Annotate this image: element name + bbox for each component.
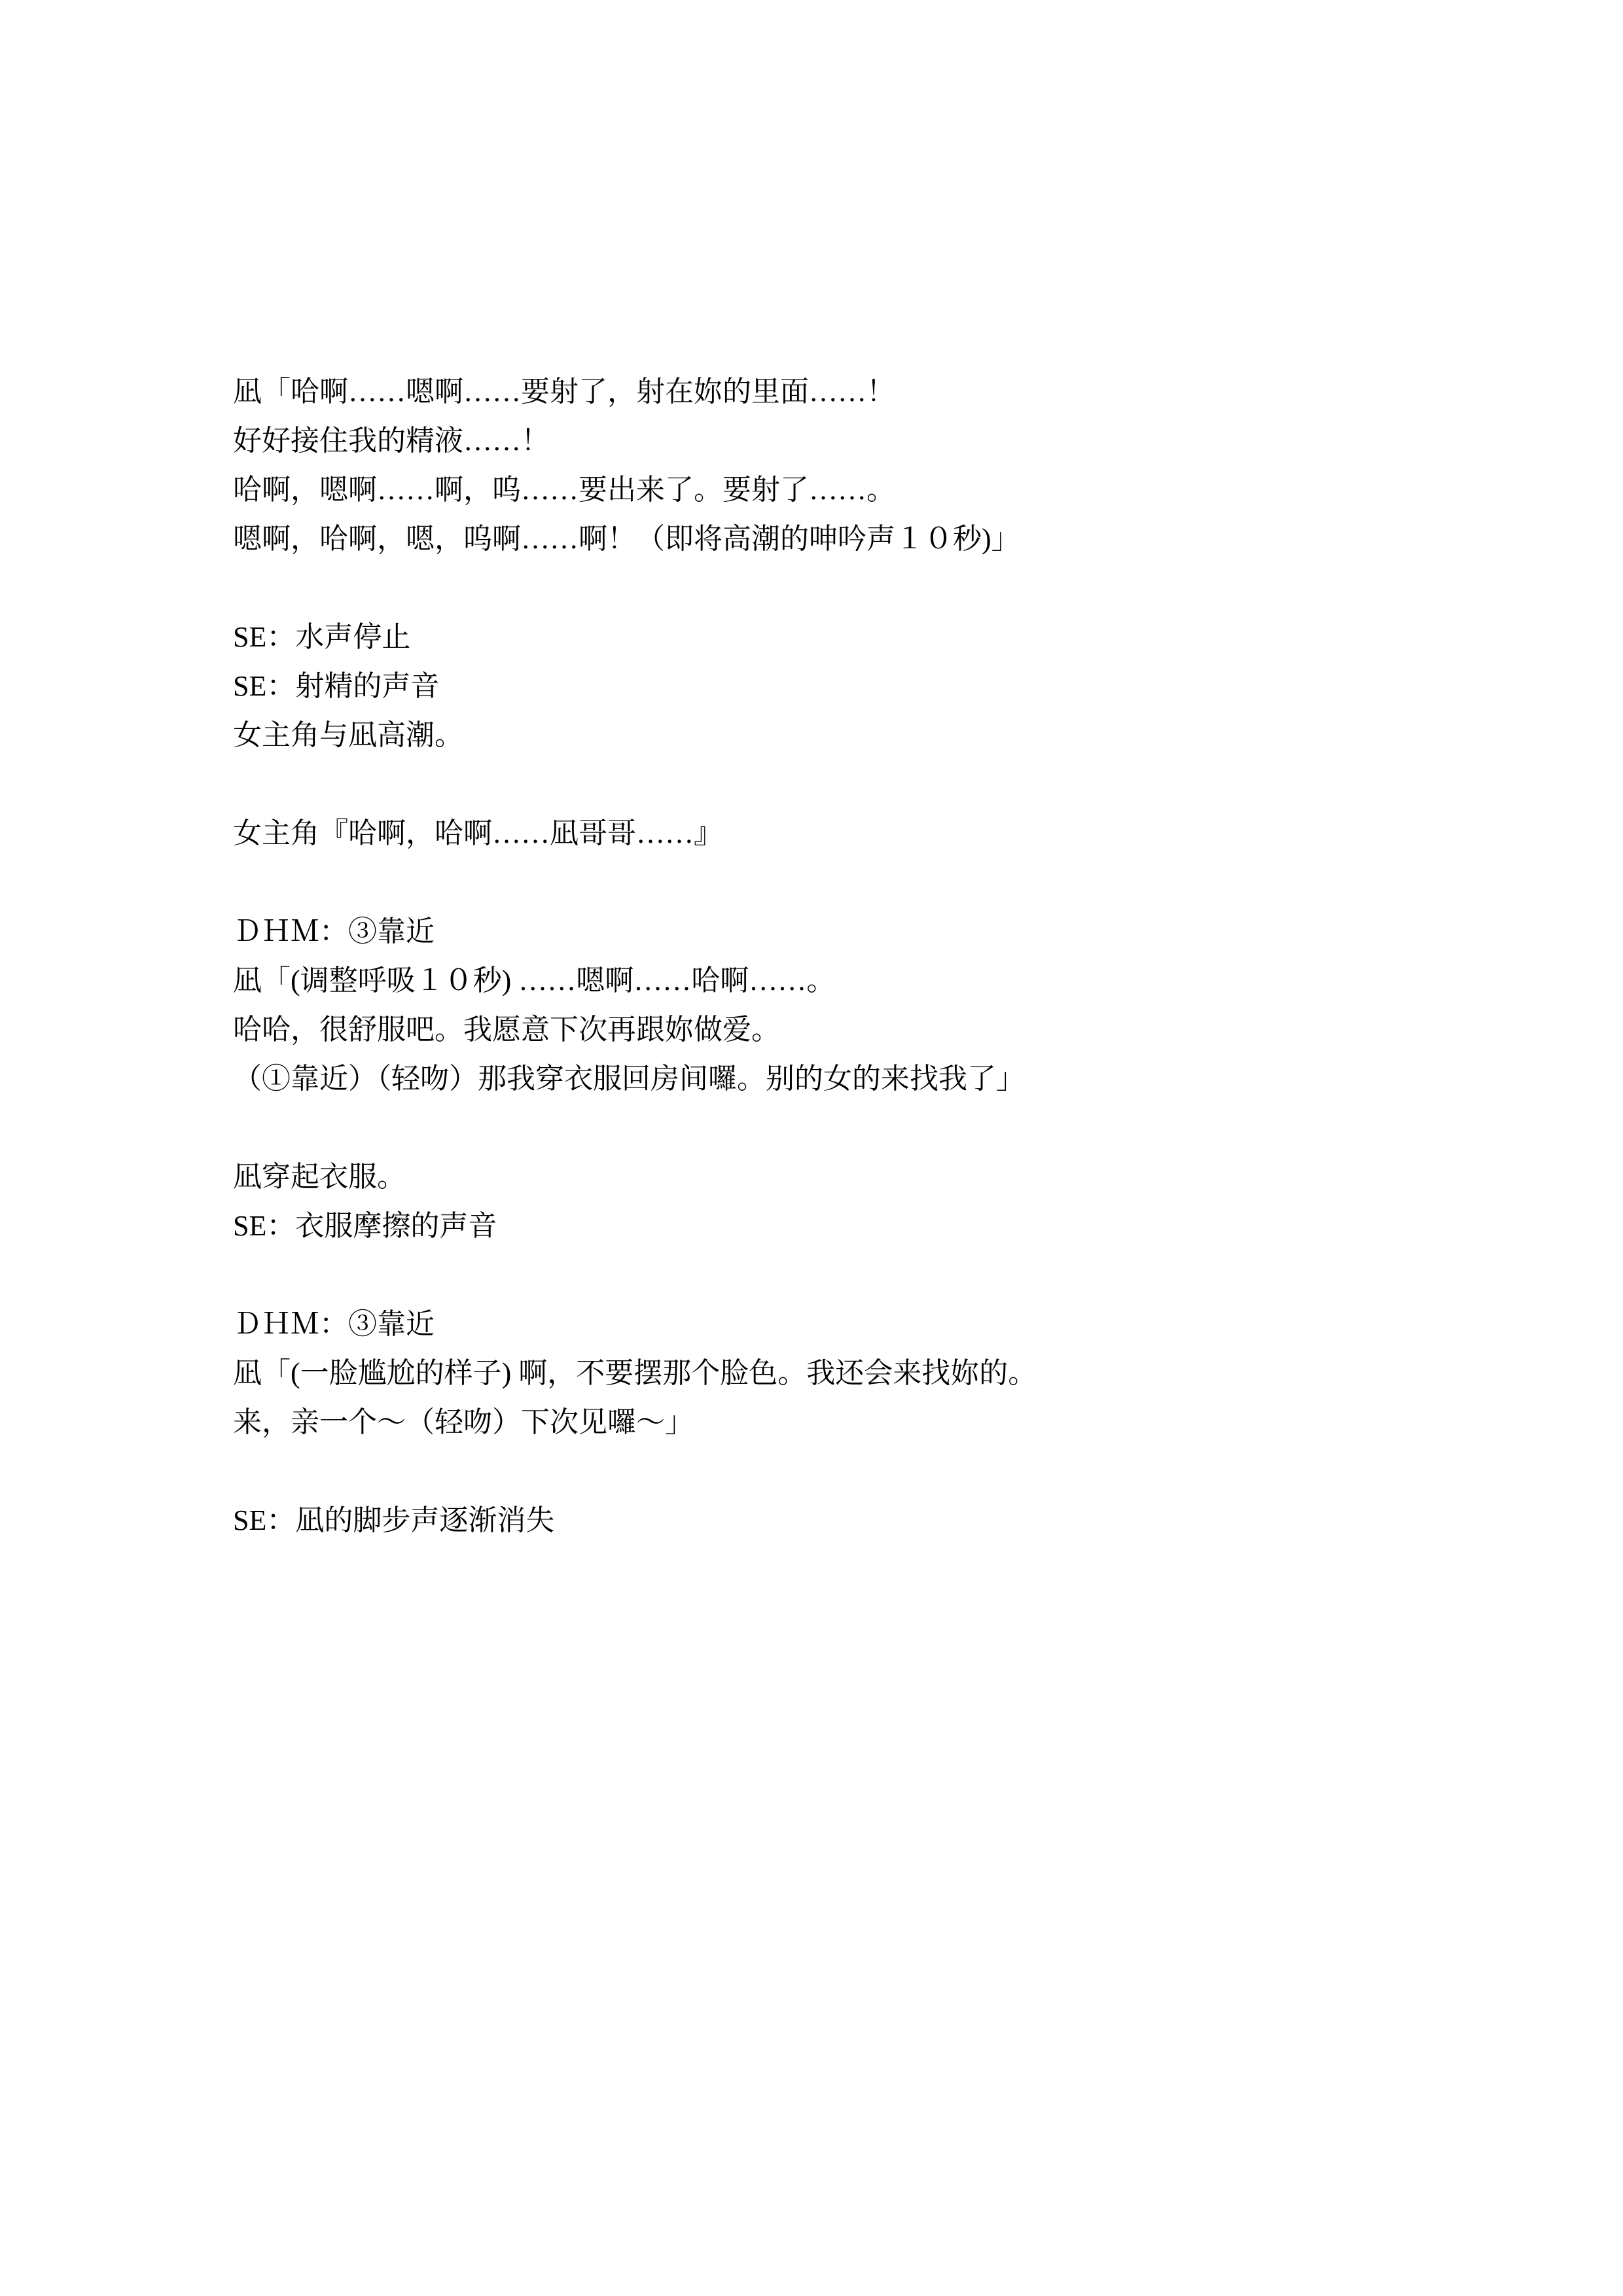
text-line: 女主角『哈啊，哈啊……凪哥哥……』: [233, 817, 722, 849]
paragraph-sound-effects: [233, 612, 1037, 760]
text-line: 哈哈，很舒服吧。我愿意下次再跟妳做爱。: [233, 1014, 780, 1046]
text-line: SE：水声停止: [233, 621, 411, 653]
text-line: 哈啊，嗯啊……啊，呜……要出来了。要射了……。: [233, 474, 895, 506]
paragraph-footsteps-se: [233, 1496, 1037, 1545]
text-line: 凪穿起衣服。: [233, 1161, 406, 1193]
text-line: （①靠近）（轻吻）那我穿衣服回房间囉。别的女的来找我了」: [233, 1063, 1025, 1095]
paragraph-dhm-dialogue-2: [233, 1299, 1037, 1447]
text-line: 嗯啊，哈啊，嗯，呜啊……啊！（即将高潮的呻吟声１０秒)」: [233, 523, 1020, 555]
paragraph-action-se: [233, 1152, 1037, 1250]
text-line: SE：衣服摩擦的声音: [233, 1210, 497, 1242]
paragraph-dhm-dialogue-1: [233, 907, 1037, 1103]
text-line: SE：射精的声音: [233, 670, 440, 702]
text-line: 好好接住我的精液……！: [233, 425, 550, 457]
text-line: 凪「(一脸尴尬的样子) 啊，不要摆那个脸色。我还会来找妳的。: [233, 1357, 1037, 1389]
text-line: 凪「(调整呼吸１０秒) ……嗯啊……哈啊……。: [233, 964, 836, 997]
text-line: SE：凪的脚步声逐渐消失: [233, 1504, 555, 1536]
text-line: ＤＨＭ：③靠近: [233, 915, 435, 947]
script-text: [233, 367, 1037, 1545]
paragraph-heroine-line: [233, 809, 1037, 858]
text-line: 女主角与凪高潮。: [233, 719, 463, 751]
text-line: ＤＨＭ：③靠近: [233, 1308, 435, 1340]
text-line: 凪「哈啊……嗯啊……要射了，射在妳的里面……！: [233, 376, 895, 408]
paragraph-dialogue-climax: [233, 367, 1037, 563]
text-line: 来，亲一个～（轻吻）下次见囉～」: [233, 1406, 694, 1438]
